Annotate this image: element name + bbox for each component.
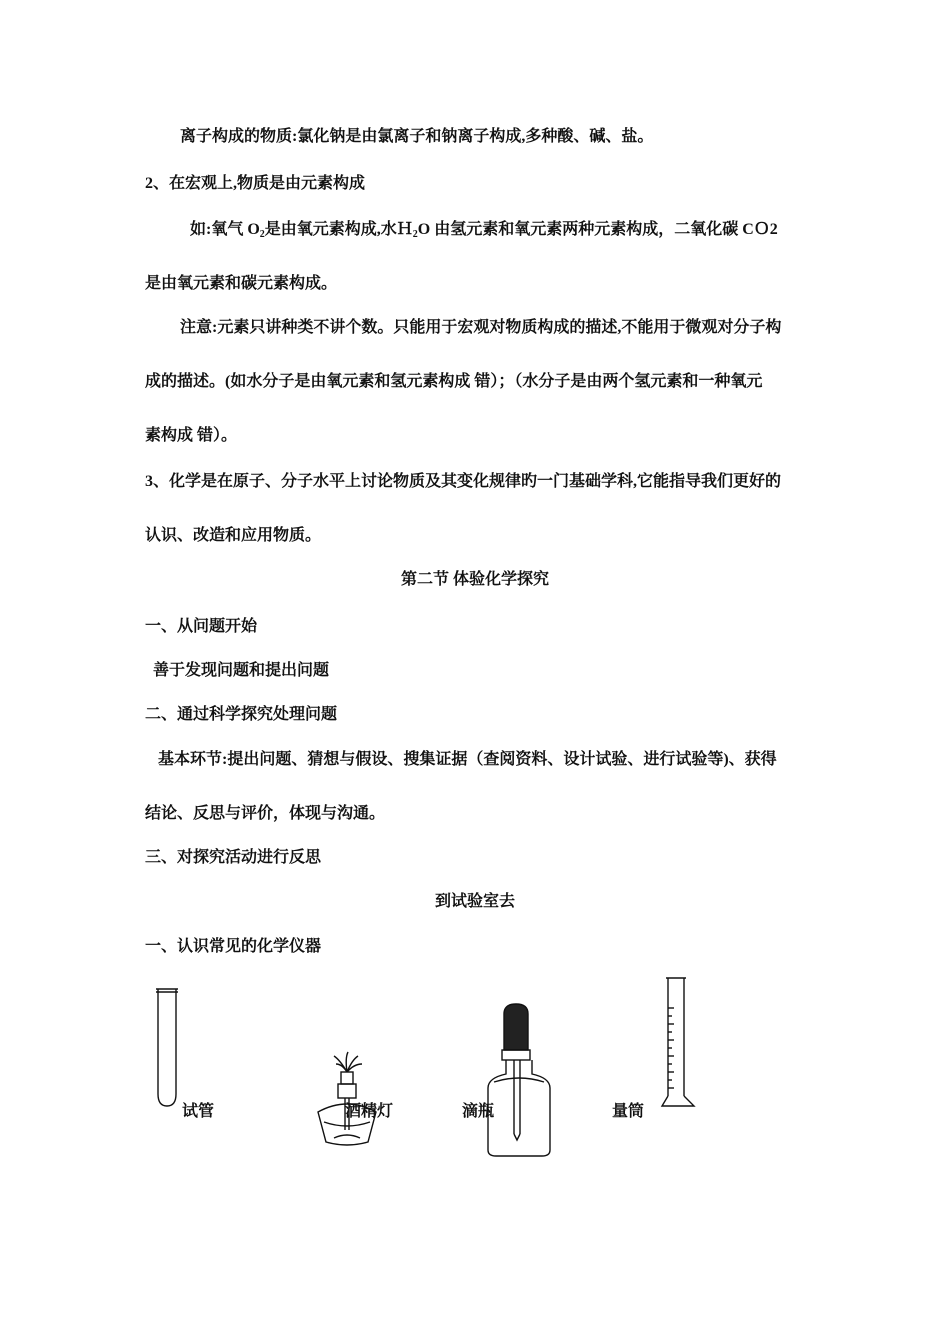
paragraph-ask-questions: 善于发现问题和提出问题 (153, 662, 330, 679)
graduated-cylinder-illustration (660, 974, 700, 1114)
cylinder-graduations (668, 1008, 674, 1088)
label-test-tube: 试管 (182, 1103, 215, 1120)
section-heading-inquiry: 第二节 体验化学探究 (400, 571, 549, 588)
paragraph-examples-cont: 是由氧元素和碳元素构成。 (145, 275, 338, 292)
paragraph-note: 注意:元素只讲种类不讲个数。只能用于宏观对物质构成的描述,不能用于微观对分子构 (180, 319, 782, 336)
dropper-bottle-illustration (484, 1004, 554, 1159)
paragraph-basic-steps: 基本环节:提出问题、猜想与假设、搜集证据（查阅资料、设计试验、进行试验等)、获得 (158, 751, 777, 768)
label-alcohol-lamp: 酒精灯 (345, 1103, 394, 1120)
paragraph-chemistry-definition: 3、化学是在原子、分子水平上讨论物质及其变化规律旳一门基础学科,它能指导我们更好的 (145, 473, 782, 490)
paragraph-examples (190, 220, 778, 245)
text-segment: 如:氧气 O (190, 221, 260, 238)
label-dropper-bottle: 滴瓶 (462, 1103, 495, 1120)
paragraph-note-cont1: 成的描述。(如水分子是由氧元素和氢元素构成 错）；（水分子是由两个氢元素和一种氧元 (145, 373, 763, 390)
paragraph-note-cont2: 素构成 错）。 (145, 427, 238, 444)
heading-reflection: 三、对探究活动进行反思 (145, 849, 322, 866)
text-segment: 是由氧元素构成,水Ｈ (264, 221, 413, 238)
section-heading-laboratory: 到试验室去 (434, 893, 515, 910)
subscript: 2 (412, 229, 418, 240)
label-graduated-cylinder: 量筒 (612, 1103, 645, 1120)
heading-common-instruments: 一、认识常见的化学仪器 (145, 938, 322, 955)
heading-scientific-inquiry: 二、通过科学探究处理问题 (145, 706, 338, 723)
text-segment: O 由氢元素和氧元素两种元素构成，二氧化碳 CＯ2 (417, 221, 778, 238)
paragraph-chemistry-definition-cont: 认识、改造和应用物质。 (145, 527, 322, 544)
subscript: 2 (259, 229, 265, 240)
paragraph-macro-elements: 2、在宏观上,物质是由元素构成 (145, 175, 366, 192)
paragraph-ionic-substances: 离子构成的物质:氯化钠是由氯离子和钠离子构成,多种酸、碱、盐。 (180, 128, 654, 145)
heading-start-from-questions: 一、从问题开始 (145, 618, 258, 635)
test-tube-illustration (152, 986, 182, 1111)
paragraph-basic-steps-cont: 结论、反思与评价，体现与沟通。 (145, 805, 386, 822)
